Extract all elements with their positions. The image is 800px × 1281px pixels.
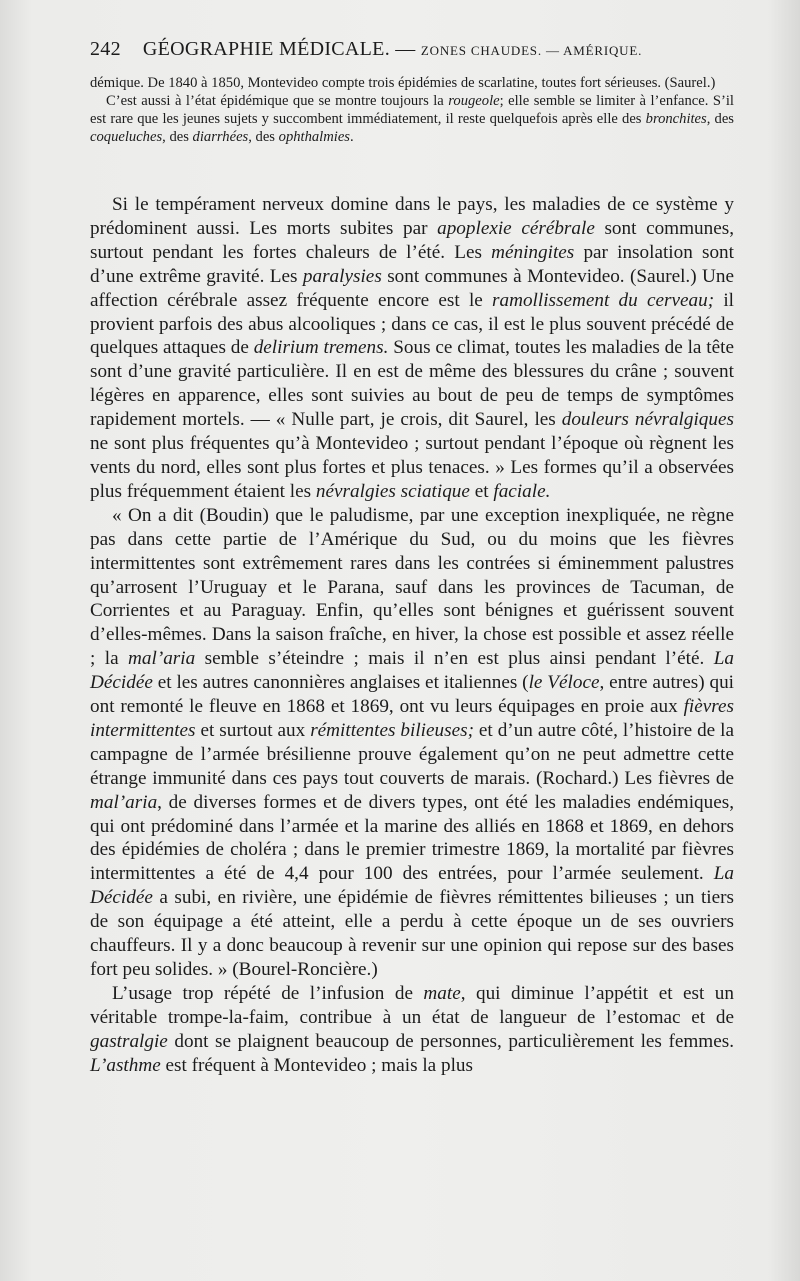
body-paragraph-2: « On a dit (Boudin) que le paludisme, par une exception inexpliquée, ne règne pas dans cette partie de l’Amérique du Sud, ou du moins que les fièvres intermittentes sont extrêmement rares dans les contrées si éminemment palustres qu’arrosent l’Uruguay et le Parana, sauf dans les provinces de Tacuman, de Corrientes et au Paraguay. Enfin, qu’elles sont bénignes et guérissent souvent d’elles-mêmes. Dans la saison fraîche, en hiver, la chose est possible et assez réelle ; la mal’aria semble s’éteindre ; mais il n’en est plus ainsi pendant l’été. La Décidée et les autres canonnières anglaises et italiennes (le Véloce, entre autres) qui ont remonté le fleuve en 1868 et 1869, ont vu leurs équipages en proie aux fièvres intermittentes et surtout aux rémittentes bilieuses; et d’un autre côté, l’histoire de la campagne de l’armée brésilienne prouve également qu’on ne peut admettre cette étrange immunité dans ces pays tout couverts de marais. (Rochard.) Les fièvres de mal’aria, de diverses formes et de divers types, ont été les maladies endémiques, qui ont prédominé dans l’armée et la marine des alliés en 1868 et 1869, en dehors des épidémies de choléra ; dans le premier trimestre 1869, la mortalité par fièvres intermittentes a été de 4,4 pour 100 des entrées, pour l’armée seulement. La Décidée a subi, en rivière, une épidémie de fièvres rémittentes bilieuses ; un tiers de son équipage a été atteint, elle a perdu à cette époque un de ses ouvriers chauffeurs. Il y a donc beaucoup à revenir sur une opinion qui repose sur des bases fort peu solides. » (Bourel-Roncière.)	[90, 504, 734, 980]
main-text	[90, 193, 734, 1078]
note-paragraph-1: démique. De 1840 à 1850, Montevideo compte trois épidémies de scarlatine, toutes fort sérieuses. (Saurel.)	[90, 75, 716, 91]
body-paragraph-1: Si le tempérament nerveux domine dans le pays, les maladies de ce système y prédominent aussi. Les morts subites par apoplexie cérébrale sont communes, surtout pendant les fortes chaleurs de l’été. Les méningites par insolation sont d’une extrême gravité. Les paralysies sont communes à Montevideo. (Saurel.) Une affection cérébrale assez fréquente encore est le ramollissement du cerveau; il provient parfois des abus alcooliques ; dans ce cas, il est le plus souvent précédé de quelques attaques de delirium tremens. Sous ce climat, toutes les maladies de la tête sont d’une gravité particulière. Il en est de même des blessures du crâne ; souvent légères en apparence, elles sont suivies au bout de peu de temps de symptômes rapidement mortels. — « Nulle part, je crois, dit Saurel, les douleurs névralgiques ne sont plus fréquentes qu’à Montevideo ; surtout pendant l’époque où règnent les vents du nord, elles sont plus fortes et plus tenaces. » Les formes qu’il a observées plus fréquemment étaient les névralgies sciatique et faciale.	[90, 194, 735, 502]
page-number: 242	[90, 38, 121, 60]
section-title: ZONES CHAUDES. — AMÉRIQUE.	[420, 43, 643, 58]
note-paragraph-2: C’est aussi à l’état épidémique que se montre toujours la rougeole; elle semble se limiter à l’enfance. S’il est rare que les jeunes sujets y succombent immédiatement, il reste quelquefois après elle des bronchites, des coqueluches, des diarrhées, des ophthalmies.	[90, 93, 734, 145]
small-print-note	[90, 74, 734, 146]
running-title: GÉOGRAPHIE MÉDICALE. —	[142, 38, 421, 60]
body-paragraph-3: L’usage trop répété de l’infusion de mate, qui diminue l’appétit et est un véritable trompe-la-faim, contribue à un état de langueur de l’estomac et de gastralgie dont se plaignent beaucoup de personnes, particulièrement les femmes. L’asthme est fréquent à Montevideo ; mais la plus	[90, 982, 734, 1076]
running-header	[90, 38, 740, 64]
